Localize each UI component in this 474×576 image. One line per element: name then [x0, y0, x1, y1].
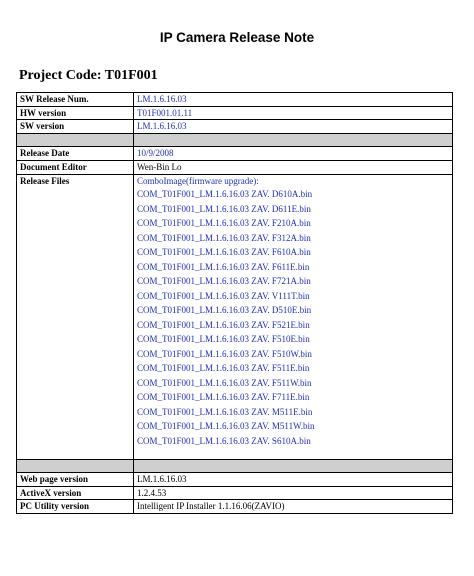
row-label: PC Utility version — [17, 500, 134, 514]
table-row — [17, 106, 453, 120]
release-file-item[interactable]: COM_T01F001_LM.1.6.16.03 ZAV. F721A.bin — [137, 276, 311, 287]
release-file-item[interactable]: COM_T01F001_LM.1.6.16.03 ZAV. F312A.bin — [137, 232, 311, 243]
separator-cell — [17, 459, 134, 473]
separator-cell — [134, 133, 453, 147]
release-file-item[interactable]: COM_T01F001_LM.1.6.16.03 ZAV. D510E.bin — [137, 305, 312, 316]
row-label: SW Release Num. — [17, 93, 134, 107]
project-code-heading: Project Code: T01F001 — [19, 68, 158, 83]
document-title: IP Camera Release Note — [159, 30, 315, 45]
release-file-item[interactable]: COM_T01F001_LM.1.6.16.03 ZAV. M511E.bin — [137, 406, 313, 417]
row-label: Release Date — [17, 147, 134, 161]
release-files-cell — [134, 174, 453, 459]
row-label: HW version — [17, 106, 134, 120]
row-value: 1.2.4.53 — [134, 486, 453, 500]
table-row — [17, 147, 453, 161]
release-file-item[interactable]: COM_T01F001_LM.1.6.16.03 ZAV. F510W.bin — [137, 348, 312, 359]
release-file-item[interactable]: COM_T01F001_LM.1.6.16.03 ZAV. D611E.bin — [137, 203, 311, 214]
separator-cell — [17, 133, 134, 147]
table-row — [17, 160, 453, 174]
release-file-item[interactable]: COM_T01F001_LM.1.6.16.03 ZAV. S610A.bin — [137, 435, 311, 446]
release-file-item[interactable]: COM_T01F001_LM.1.6.16.03 ZAV. V111T.bin — [137, 290, 310, 301]
release-file-item[interactable]: COM_T01F001_LM.1.6.16.03 ZAV. M511W.bin — [137, 421, 315, 432]
table-row — [17, 93, 453, 107]
release-file-item[interactable]: COM_T01F001_LM.1.6.16.03 ZAV. F510E.bin — [137, 334, 310, 345]
row-value: 10/9/2008 — [134, 147, 453, 161]
release-file-item[interactable]: COM_T01F001_LM.1.6.16.03 ZAV. F610A.bin — [137, 247, 311, 258]
row-label: Release Files — [17, 174, 134, 459]
release-file-item[interactable]: COM_T01F001_LM.1.6.16.03 ZAV. F611E.bin — [137, 261, 310, 272]
table-row — [17, 120, 453, 134]
row-value: Wen-Bin Lo — [134, 160, 453, 174]
table-row — [17, 473, 453, 487]
release-file-item[interactable]: COM_T01F001_LM.1.6.16.03 ZAV. F711E.bin — [137, 392, 310, 403]
table-row — [17, 486, 453, 500]
separator-cell — [134, 459, 453, 473]
row-value: Intelligent IP Installer 1.1.16.06(ZAVIO) — [134, 500, 453, 514]
release-file-item[interactable]: COM_T01F001_LM.1.6.16.03 ZAV. F521E.bin — [137, 319, 310, 330]
release-file-item[interactable]: COM_T01F001_LM.1.6.16.03 ZAV. F511E.bin — [137, 363, 310, 374]
row-label: Document Editor — [17, 160, 134, 174]
row-value: LM.1.6.16.03 — [134, 93, 453, 107]
row-value: LM.1.6.16.03 — [134, 473, 453, 487]
row-value: LM.1.6.16.03 — [134, 120, 453, 134]
row-label: ActiveX version — [17, 486, 134, 500]
release-file-item[interactable]: COM_T01F001_LM.1.6.16.03 ZAV. F210A.bin — [137, 218, 311, 229]
release-file-item[interactable]: COM_T01F001_LM.1.6.16.03 ZAV. D610A.bin — [137, 189, 313, 200]
row-value: T01F001.01.11 — [134, 106, 453, 120]
release-info-table — [16, 92, 453, 514]
release-files-header: ComboImage(firmware upgrade): — [137, 175, 259, 186]
separator-row — [17, 459, 453, 473]
separator-row — [17, 133, 453, 147]
release-file-item[interactable]: COM_T01F001_LM.1.6.16.03 ZAV. F511W.bin — [137, 377, 312, 388]
row-label: SW version — [17, 120, 134, 134]
row-label: Web page version — [17, 473, 134, 487]
table-row — [17, 500, 453, 514]
release-files-row — [17, 174, 453, 459]
